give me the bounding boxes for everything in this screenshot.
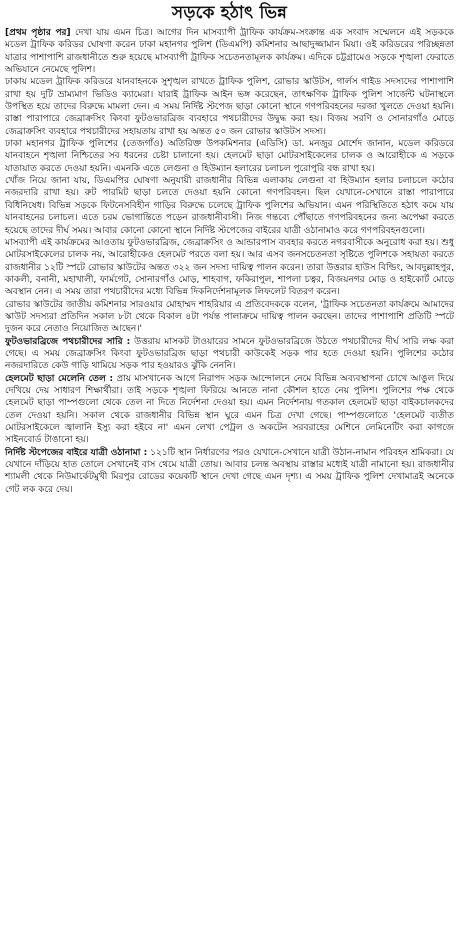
article-paragraph bbox=[5, 373, 454, 447]
paragraph-text: দেখা যায় এমন চিত্র। আগের দিন মাসব্যাপী ট্রাফিক কার্যক্রম-সংক্রান্ত এক সংবাদ সম্মেলনে এই সড়ককে মডেল ট্রাফিক করিডর ঘোষণা করেন ঢাকা মহানগর পুলিশ (ডিএমপি) কমিশনার আছাদুজ্জামান মিয়া। ওই করিডরের পরিচ্ছন্নতা যাত্রার পাশাপাশি রাজধানীতে শুরু হয়েছে মাসব্যাপী ট্রাফিক সচেতনতামূলক কার্যক্রম। এদিকে চট্টগ্রামেও সড়কে শৃঙ্খলা ফেরাতে অভিযানে নেমেছে পুলিশ। bbox=[5, 28, 454, 76]
article-paragraph bbox=[5, 237, 454, 299]
article-paragraph bbox=[5, 299, 454, 336]
paragraph-text: মাসব্যাপী এই কার্যক্রমের আওতায় ফুটওভারব্রিজ, জেব্রাক্রসিং ও আন্ডারপাস ব্যবহার করতে নগরবাসীকে অনুরোধ করা হয়। শুধু মোটরসাইকেলের চালক নয়, আরোহীকেও হেলমেট পরতে বলা হয়। আর এসব জনসচেতনতা সৃষ্টিতে পুলিশকে সহায়তা করতে রাজধানীর ১২টি স্পটে রোভার স্কাউটের অন্তত ৩২২ জন সদস্য দায়িত্ব পালন করেন। তারা উত্তরার হাউস বিল্ডিং, আবদুল্লাহপুর, কাকলী, বনানী, মহাখালী, ফার্মগেট, সোনারগাঁও মোড়, শাহবাগ, ফকিরাপুল, শাপলা চত্বর, বিজয়নগর মোড় ও হাইকোর্ট মোড়ে অবস্থান নেন। এ সময় তারা পথচারীদের মধ্যে বিভিন্ন দিকনির্দেশনামূলক লিফলেট বিতরণ করেন। bbox=[5, 237, 454, 298]
article-paragraph bbox=[5, 336, 454, 373]
paragraph-text: ১২১টি স্থান নির্ধারণের পরও যেখানে-সেখানে যাত্রী উঠান-নামান পরিবহন শ্রমিকরা। যে যেখানে দাঁড়িয়ে হাত তোলে সেখানেই বাস থেমে যাত্রী তোয়। আবার চলন্ত অবস্থায় রাস্তার মধ্যেই যাত্রী নামানো হয়। রাজধানীর শ্যামলী থেকে নিউমার্কেটমুখী মিরপুর রোডের কয়েকটি স্থানে দেখা গেছে এমন দৃশ্য। এ সময় ট্রাফিক পুলিশ দেখামাত্রই অনেকে গেট লক করে দেয়। bbox=[5, 447, 454, 495]
paragraph-lead: [প্রথম পৃষ্ঠার পর] bbox=[5, 28, 71, 38]
paragraph-text: খোঁজ নিয়ে জানা যায়, ডিএমপির ঘোষণা অনুযায়ী রাজধানীর বিভিন্ন এলাকায় লেগুনা বা হিউম্যান হলার চলাচলে কঠোর নজরদারি রাখা হয়। রুট পারমিট ছাড়া চলতে দেওয়া হয়নি কোনো গণপরিবহন। ছিল যেখানে-সেখানে রাস্তা পারাপারে বিধিনিষেধ। বিভিন্ন সড়কে ফিটনেসবিহীন গাড়ির বিরুদ্ধে চলেছে ট্রাফিক পুলিশের অভিযান। এমন পরিস্থিতিতে হঠাৎ কমে যায় যানবাহনের চলাচল। এতে চরম ভোগান্তিতে পড়েন রাজধানীবাসী। নিজ গন্তব্যে পৌঁছাতে গণপরিবহনের জন্য অপেক্ষা করতে হয়েছে তাদের দীর্ঘ সময়। আবার কোনো কোনো স্থানে নির্দিষ্ট স্টপেজের বাইরের যাত্রী ওঠানামাও করে গণপরিবহনগুলো। bbox=[5, 176, 454, 236]
paragraph-text: প্রায় মাসখানেক আগে নিরাপদ সড়ক আন্দোলনে নেমে বিভিন্ন অব্যবস্থাপনা চোখে আঙুল দিয়ে দেখিয়ে দেয় সাধারণ শিক্ষার্থীরা। তাই সড়কে শৃঙ্খলা ফিরিয়ে আনতে নানা কৌশল হাতে নেয় পুলিশ। পুলিশের পক্ষ থেকে হেলমেট ছাড়া পাম্পগুলো থেকে তেল না দিতে নির্দেশনা দেওয়া হয়। এমন নির্দেশনায় গতকাল হেলমেট ছাড়া বাইকচালকদের তেল দেওয়া হয়নি। সকাল থেকে রাজধানীর বিভিন্ন স্থান ঘুরে এমন চিত্র দেখা গেছে। পাম্পগুলোতে 'হেলমেট ব্যতীত মোটরসাইকেলে জ্বালানি ইস্যু করা হইবে না' এমন লেখা পেট্রল ও অকটেন সরবরাহের মেশিনে লেমিনেটিং করা কাগজে সাইনবোর্ড টাঙানো হয়। bbox=[5, 373, 454, 446]
article-paragraph bbox=[5, 27, 454, 76]
paragraph-text: ঢাকায় মডেল ট্রাফিক করিডরে যানবাহনকে সুশৃঙ্খল রাখতে ট্রাফিক পুলিশ, রোভার স্কাউটস, গার্লস গাইড সদস্যদের পাশাপাশি রাখা হয় দুটি ভ্রাম্যমাণ ভিডিও ক্যামেরা। যারাই ট্রাফিক আইন ভঙ্গ করেছেন, তাৎক্ষণিক ট্রাফিক পুলিশ সার্জেন্ট ঘটনাস্থলে উপস্থিত হয়ে তাদের বিরুদ্ধে মামলা দেন। এ সময় নির্দিষ্ট স্টপেজ ছাড়া কোনো স্থানে গণপরিবহনের দরজা খুলতে দেওয়া হয়নি। রাস্তা পারাপারে জেব্রাক্রসিং কিংবা ফুটওভারব্রিজ ব্যবহারে পথচারীদের উদ্বুদ্ধ করা হয়। বিজয় সরণি ও সোনারগাঁও মোড়ে জেব্রাক্রসিং ব্যবহারে পথচারীদের সহায়তায় রাখা হয় অন্তত ৫০ জন রোভার স্কাউটস সদস্য। bbox=[5, 77, 454, 137]
article-headline: সড়কে হঠাৎ ভিন্ন bbox=[171, 3, 288, 23]
subheading-footbridge: ফুটওভারব্রিজে পথচারীদের সারি : bbox=[5, 336, 131, 347]
article-paragraph bbox=[5, 175, 454, 237]
article-paragraph bbox=[5, 138, 454, 175]
paragraph-text: রোভার স্কাউটের জাতীয় কমিশনার সারওয়ার মোহাম্মদ শাহরিয়ার এ প্রতিবেদককে বলেন, 'ট্রাফিক সচেতনতা কার্যক্রমে আমাদের স্কাউট সদস্যরা প্রতিদিন সকাল ৮টা থেকে বিকাল ৪টা পর্যন্ত পালাক্রমে দায়িত্ব পালন করছেন। তাদের পাশাপাশি প্রতিটি স্পটে দুজন করে নেতাও নিয়োজিত আছেন।' bbox=[5, 299, 454, 335]
article-paragraph bbox=[5, 76, 454, 138]
paragraph-text: ঢাকা মহানগর ট্রাফিক পুলিশের (তেজগাঁও) অতিরিক্ত উপকমিশনার (এডিসি) ডা. মনজুর মোর্শেদ জানান, মডেল করিডরে যানবাহনে শৃঙ্খলা নিশ্চিতের সব ধরনের চেষ্টা চালানো হয়। হেলমেট ছাড়া মোটরসাইকেলের চালক ও আরোহীকে এ সড়কে যাতায়াত করতে দেওয়া হয়নি। এমনকি এতে লেগুনা ও হিউম্যান হলারের চলাচল পুরোপুরি বন্ধ রাখা হয়। bbox=[5, 139, 454, 174]
subheading-stoppage: নির্দিষ্ট স্টপেজের বাইরে যাত্রী ওঠানামা : bbox=[5, 447, 148, 458]
subheading-helmet: হেলমেট ছাড়া মেলেনি তেল : bbox=[5, 373, 114, 384]
article-paragraph bbox=[5, 447, 454, 496]
paragraph-text: উত্তরায় মাসকট টাওয়ারের সামনে ফুটওভারব্রিজে উঠতে পথচারীদের দীর্ঘ সারি লক্ষ করা গেছে। এ সময় জেব্রাক্রসিং কিংবা ফুটওভারব্রিজ ছাড়া পথচারী কাউকেই সড়ক পার হতে দেওয়া হয়নি। পুলিশের কঠোর নজরদারিতে কেউ গাড়ি থামিয়ে সড়ক পার হওয়ারও ঝুঁকি নেননি। bbox=[5, 336, 454, 372]
